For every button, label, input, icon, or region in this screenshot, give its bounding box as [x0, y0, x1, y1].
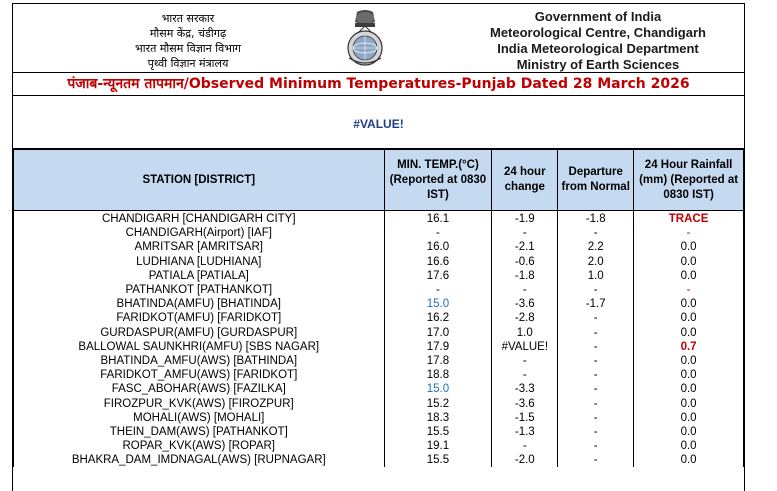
cell-rainfall: 0.0: [634, 411, 744, 425]
cell-min-temp: 15.0: [384, 382, 492, 396]
cell-departure: -: [558, 425, 634, 439]
hindi-header-line-2: मौसम केंद्र, चंडीगढ़: [149, 27, 227, 40]
cell-departure: -: [558, 340, 634, 354]
hindi-header-line-1: भारत सरकार: [161, 12, 215, 25]
cell-rainfall: 0.0: [634, 396, 744, 410]
cell-rainfall: 0.7: [634, 340, 744, 354]
table-header-row: [14, 150, 744, 211]
report-sheet: [12, 3, 745, 491]
cell-min-temp: 15.5: [384, 453, 492, 467]
cell-departure: 2.2: [558, 240, 634, 254]
cell-station: THEIN_DAM(AWS) [PATHANKOT]: [14, 425, 385, 439]
table-row: [14, 269, 744, 283]
cell-station: AMRITSAR [AMRITSAR]: [14, 240, 385, 254]
cell-station: CHANDIGARH [CHANDIGARH CITY]: [14, 211, 385, 227]
value-banner: #VALUE!: [13, 96, 744, 149]
column-header-change: 24 hour change: [492, 150, 558, 211]
cell-departure: -: [558, 382, 634, 396]
cell-min-temp: 18.3: [384, 411, 492, 425]
cell-rainfall: 0.0: [634, 255, 744, 269]
cell-min-temp: 15.0: [384, 297, 492, 311]
cell-rainfall: 0.0: [634, 425, 744, 439]
cell-change: -: [492, 354, 558, 368]
cell-change: -1.5: [492, 411, 558, 425]
cell-station: BALLOWAL SAUNKHRI(AMFU) [SBS NAGAR]: [14, 340, 385, 354]
cell-change: -1.9: [492, 211, 558, 227]
table-row: [14, 226, 744, 240]
cell-min-temp: 16.1: [384, 211, 492, 227]
cell-change: -0.6: [492, 255, 558, 269]
cell-station: ROPAR_KVK(AWS) [ROPAR]: [14, 439, 385, 453]
cell-departure: -1.8: [558, 211, 634, 227]
cell-rainfall: 0.0: [634, 439, 744, 453]
column-header-departure: Departure from Normal: [558, 150, 634, 211]
hindi-header-line-4: पृथ्वी विज्ञान मंत्रालय: [147, 57, 229, 70]
cell-departure: -1.7: [558, 297, 634, 311]
cell-min-temp: 15.5: [384, 425, 492, 439]
cell-station: CHANDIGARH(Airport) [IAF]: [14, 226, 385, 240]
cell-rainfall: 0.0: [634, 354, 744, 368]
cell-change: -3.6: [492, 396, 558, 410]
cell-rainfall: 0.0: [634, 382, 744, 396]
table-row: [14, 211, 744, 227]
hindi-header-line-3: भारत मौसम विज्ञान विभाग: [135, 42, 241, 55]
table-row: [14, 453, 744, 467]
cell-departure: -: [558, 411, 634, 425]
cell-change: -2.1: [492, 240, 558, 254]
table-row: [14, 340, 744, 354]
cell-departure: -: [558, 311, 634, 325]
report-header: [13, 4, 744, 72]
english-header-line-2: Meteorological Centre, Chandigarh: [490, 25, 706, 40]
cell-change: -: [492, 283, 558, 297]
cell-min-temp: 17.0: [384, 326, 492, 340]
table-row: [14, 396, 744, 410]
cell-rainfall: 0.0: [634, 368, 744, 382]
table-row: [14, 255, 744, 269]
cell-min-temp: 15.2: [384, 396, 492, 410]
cell-station: PATHANKOT [PATHANKOT]: [14, 283, 385, 297]
cell-change: -1.8: [492, 269, 558, 283]
cell-min-temp: 16.0: [384, 240, 492, 254]
cell-rainfall: 0.0: [634, 453, 744, 467]
cell-station: FIROZPUR_KVK(AWS) [FIROZPUR]: [14, 396, 385, 410]
cell-departure: -: [558, 326, 634, 340]
cell-min-temp: 17.9: [384, 340, 492, 354]
cell-rainfall: 0.0: [634, 297, 744, 311]
cell-change: -3.6: [492, 297, 558, 311]
table-row: [14, 382, 744, 396]
cell-change: -1.3: [492, 425, 558, 439]
cell-change: -2.0: [492, 453, 558, 467]
cell-rainfall: 0.0: [634, 326, 744, 340]
cell-station: FARIDKOT(AMFU) [FARIDKOT]: [14, 311, 385, 325]
table-row: [14, 368, 744, 382]
cell-departure: -: [558, 226, 634, 240]
cell-departure: 2.0: [558, 255, 634, 269]
table-row: [14, 411, 744, 425]
cell-station: LUDHIANA [LUDHIANA]: [14, 255, 385, 269]
cell-station: BHATINDA(AMFU) [BHATINDA]: [14, 297, 385, 311]
temperature-table: [13, 149, 744, 467]
cell-change: -: [492, 368, 558, 382]
cell-departure: -: [558, 396, 634, 410]
cell-min-temp: 18.8: [384, 368, 492, 382]
cell-station: FASC_ABOHAR(AWS) [FAZILKA]: [14, 382, 385, 396]
column-header-min-temp: MIN. TEMP.(°C) (Reported at 0830 IST): [384, 150, 492, 211]
cell-rainfall: -: [634, 226, 744, 240]
cell-min-temp: -: [384, 226, 492, 240]
national-emblem-icon: [337, 8, 393, 70]
cell-station: BHAKRA_DAM_IMDNAGAL(AWS) [RUPNAGAR]: [14, 453, 385, 467]
cell-departure: -: [558, 354, 634, 368]
table-row: [14, 439, 744, 453]
cell-departure: -: [558, 368, 634, 382]
cell-change: -: [492, 439, 558, 453]
cell-rainfall: 0.0: [634, 311, 744, 325]
cell-change: #VALUE!: [492, 340, 558, 354]
cell-station: FARIDKOT_AMFU(AWS) [FARIDKOT]: [14, 368, 385, 382]
english-header-line-3: India Meteorological Department: [497, 41, 699, 56]
cell-station: GURDASPUR(AMFU) [GURDASPUR]: [14, 326, 385, 340]
table-row: [14, 311, 744, 325]
table-body: [14, 211, 744, 468]
column-header-station: STATION [DISTRICT]: [14, 150, 385, 211]
cell-rainfall: -: [634, 283, 744, 297]
cell-station: BHATINDA_AMFU(AWS) [BATHINDA]: [14, 354, 385, 368]
column-header-rainfall: 24 Hour Rainfall (mm) (Reported at 0830 IST): [634, 150, 744, 211]
table-row: [14, 283, 744, 297]
cell-min-temp: -: [384, 283, 492, 297]
cell-rainfall: 0.0: [634, 269, 744, 283]
cell-min-temp: 17.6: [384, 269, 492, 283]
cell-rainfall: TRACE: [634, 211, 744, 227]
cell-change: -: [492, 226, 558, 240]
english-header-line-1: Government of India: [534, 9, 662, 24]
english-header-line-4: Ministry of Earth Sciences: [516, 57, 680, 72]
cell-rainfall: 0.0: [634, 240, 744, 254]
cell-min-temp: 16.6: [384, 255, 492, 269]
cell-change: -2.8: [492, 311, 558, 325]
cell-station: PATIALA [PATIALA]: [14, 269, 385, 283]
cell-min-temp: 16.2: [384, 311, 492, 325]
cell-departure: 1.0: [558, 269, 634, 283]
table-row: [14, 425, 744, 439]
cell-min-temp: 19.1: [384, 439, 492, 453]
report-title: पंजाब-न्यूनतम तापमान/Observed Minimum Temperatures-Punjab Dated 28 March 2026: [13, 72, 744, 96]
cell-departure: -: [558, 283, 634, 297]
cell-departure: -: [558, 453, 634, 467]
cell-change: -3.3: [492, 382, 558, 396]
table-row: [14, 326, 744, 340]
table-row: [14, 240, 744, 254]
cell-station: MOHALI(AWS) [MOHALI]: [14, 411, 385, 425]
table-row: [14, 354, 744, 368]
table-row: [14, 297, 744, 311]
cell-min-temp: 17.8: [384, 354, 492, 368]
cell-change: 1.0: [492, 326, 558, 340]
cell-departure: -: [558, 439, 634, 453]
